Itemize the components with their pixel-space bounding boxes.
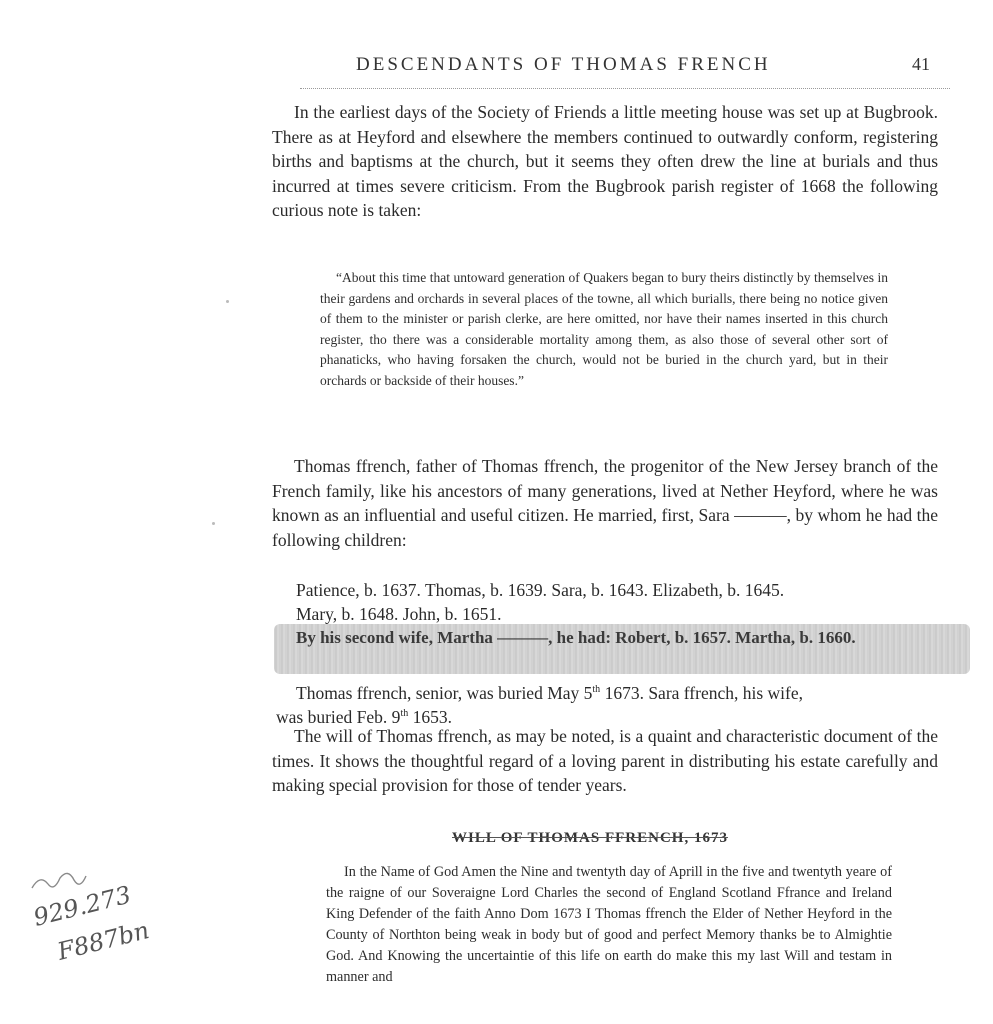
scan-speck — [226, 300, 229, 303]
burial-line-2-start: was buried Feb. 9 — [276, 706, 401, 727]
burial-line-2-end: 1653. — [408, 706, 452, 727]
burial-line-1-sup: th — [592, 684, 601, 695]
burial-line-1-start: Thomas ffrench, senior, was buried May 5 — [296, 682, 593, 703]
burial-line-2-sup: th — [400, 708, 409, 719]
page-number: 41 — [912, 54, 930, 74]
handwritten-scribble — [32, 873, 86, 888]
burial-line-1 — [296, 678, 803, 705]
handwritten-line-1: 929.273 — [30, 880, 134, 932]
running-head: DESCENDANTS OF THOMAS FRENCH — [356, 54, 771, 75]
second-wife-line: By his second wife, Martha ———, he had: Robert, b. 1657. Martha, b. 1660. — [296, 628, 856, 647]
handwritten-call-number — [22, 848, 222, 968]
handwritten-line-2: F887bn — [54, 916, 152, 966]
will-text: In the Name of God Amen the Nine and twentyth day of Aprill in the five and twentyth yeare of the raigne of our Soveraigne Lord Charles the second of England Scotland Ffrance and Ireland King Defender of the faith Anno Dom 1673 I Thomas ffrench the Elder of Nether Heyford in the County of Northton being weak in body but of good and perfect Memory thanks be to Almightie God. And Knowing the uncertaintie of this life on earth do make this my last Will and testam in manner and — [326, 864, 892, 985]
parish-register-quote: “About this time that untoward generation of Quakers began to bury theirs distinctly by themselves in their gardens and orchards in several places of the towne, all which burialls, there being no notice given of them to the minister or parish clerke, are here omitted, nor have their names inserted in this church register, tho there was a considerable mortality among them, as also those of several other sort of phanaticks, who having forsaken the church, would not be buried in the church yard, but in their orchards or backside of their houses.” — [320, 270, 888, 388]
intro-paragraph: In the earliest days of the Society of Friends a little meeting house was set up at Bugbrook. There as at Heyford and elsewhere the members continued to outwardly conform, registering births and baptisms at the church, but it seems they often drew the line at burials and thus incurred at times severe criticism. From the Bugbrook parish register of 1668 the following curious note is taken: — [272, 102, 938, 220]
father-paragraph: Thomas ffrench, father of Thomas ffrench, the progenitor of the New Jersey branch of the French family, like his ancestors of many generations, lived at Nether Heyford, where he was known as an influential and useful citizen. He married, first, Sara ———, by whom he had the following children: — [272, 456, 938, 550]
scan-speck — [212, 522, 215, 525]
children-line-2: Mary, b. 1648. John, b. 1651. — [296, 604, 502, 624]
will-intro-paragraph: The will of Thomas ffrench, as may be noted, is a quaint and characteristic document of the times. It shows the thoughtful regard of a loving parent in distributing his estate carefully and making special provision for those of tender years. — [272, 726, 938, 795]
page-header — [300, 52, 950, 89]
will-heading: WILL OF THOMAS FFRENCH, 1673 — [452, 830, 728, 846]
burial-line-1-end: 1673. Sara ffrench, his wife, — [600, 682, 804, 703]
children-line-1: Patience, b. 1637. Thomas, b. 1639. Sara, b. 1643. Elizabeth, b. 1645. — [296, 580, 785, 600]
